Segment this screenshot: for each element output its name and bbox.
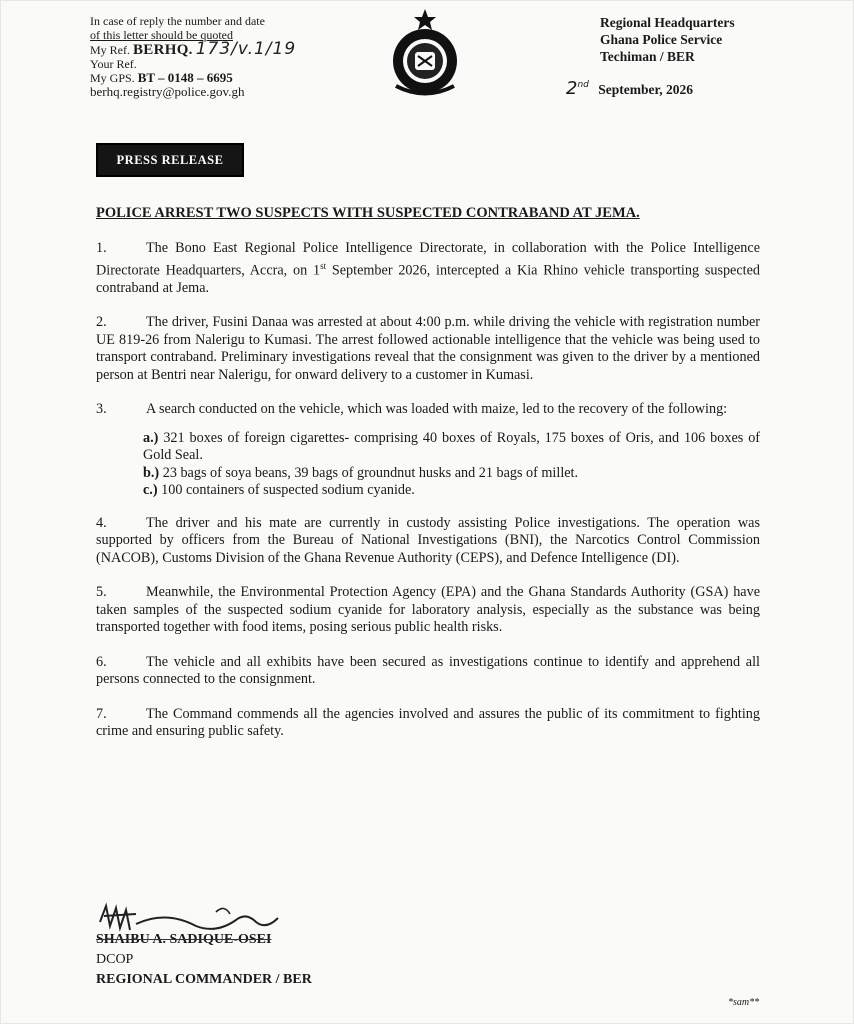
police-crest-icon	[380, 6, 470, 96]
reply-instruction: In case of reply the number and date	[90, 14, 265, 28]
paragraph-2: 2. The driver, Fusini Danaa was arrested at about 4:00 p.m. while driving the vehicle with registration number UE 819-26 from Nalerigu to Kumasi. The arrest followed actionable intelligence that the vehicle was being used to transport contraband. Preliminary investigations reveal that the consignment was given to the driver by a mentioned person at Bentri near Nalerigu, for onward delivery to a customer in Kumasi.	[96, 314, 760, 383]
signatory-rank: DCOP	[96, 952, 134, 967]
office-line-1: Regional Headquarters	[600, 15, 735, 30]
my-ref-label: My Ref.	[90, 43, 130, 57]
reply-instruction-2: of this letter should be quoted	[90, 28, 233, 42]
paragraph-7: 7. The Command commends all the agencies involved and assures the public of its commitment to fighting crime and ensuring public safety.	[96, 705, 760, 740]
my-gps-label: My GPS.	[90, 71, 135, 85]
date-rest: September, 2026	[598, 82, 693, 97]
my-ref-handwritten: 173/v.1/19	[195, 39, 297, 59]
office-line-2: Ghana Police Service	[600, 32, 723, 47]
recovered-items-list	[143, 430, 760, 500]
signatory-name: SHAIBU A. SADIQUE-OSEI	[96, 932, 272, 947]
paragraph-5: 5. Meanwhile, the Environmental Protection Agency (EPA) and the Ghana Standards Authority (GSA) have taken samples of the suspected sodium cyanide for laboratory analysis, especially as the substance was being transported together with food items, posing serious public health risks.	[96, 584, 760, 636]
registry-email: berhq.registry@police.gov.gh	[90, 84, 245, 99]
list-item: a.) 321 boxes of foreign cigarettes- comprising 40 boxes of Royals, 175 boxes of Oris, and 106 boxes of Gold Seal.	[143, 429, 761, 464]
paragraph-4: 4. The driver and his mate are currently in custody assisting Police investigations. The operation was supported by officers from the Bureau of National Investigations (BNI), the Narcotics Control Commission (NACOB), Customs Division of the Ghana Revenue Authority (CEPS), and Defence Intelligence (DI).	[96, 514, 760, 566]
letter-body	[96, 240, 760, 758]
paragraph-1: 1. The Bono East Regional Police Intelligence Directorate, in collaboration with the Police Intelligence Directorate Headquarters, Accra, on 1st September 2026, intercepted a Kia Rhino vehicle transporting suspected contraband at Jema.	[96, 240, 760, 296]
signatory-title: REGIONAL COMMANDER / BER	[96, 972, 312, 987]
my-gps	[90, 71, 390, 85]
paragraph-6: 6. The vehicle and all exhibits have been secured as investigations continue to identify and apprehend all persons connected to the consignment.	[96, 653, 760, 688]
list-item: c.) 100 containers of suspected sodium cyanide.	[143, 482, 415, 499]
your-ref: Your Ref.	[90, 57, 137, 71]
office-line-3: Techiman / BER	[600, 49, 695, 64]
my-ref-value: BERHQ.	[133, 42, 193, 58]
office-address	[600, 14, 850, 65]
list-item: b.) 23 bags of soya beans, 39 bags of groundnut husks and 21 bags of millet.	[143, 464, 579, 481]
my-ref	[90, 39, 390, 59]
headline: POLICE ARREST TWO SUSPECTS WITH SUSPECTED CONTRABAND AT JEMA.	[96, 205, 640, 221]
date-day: 2nd	[566, 78, 589, 99]
typist-mark: *sam**	[728, 997, 760, 1008]
my-gps-value: BT – 0148 – 6695	[137, 70, 233, 85]
letter-date	[566, 78, 846, 99]
reference-block	[90, 14, 390, 99]
press-release-label: PRESS RELEASE	[96, 143, 244, 177]
paragraph-3: 3. A search conducted on the vehicle, which was loaded with maize, led to the recovery of the following:	[96, 401, 728, 418]
